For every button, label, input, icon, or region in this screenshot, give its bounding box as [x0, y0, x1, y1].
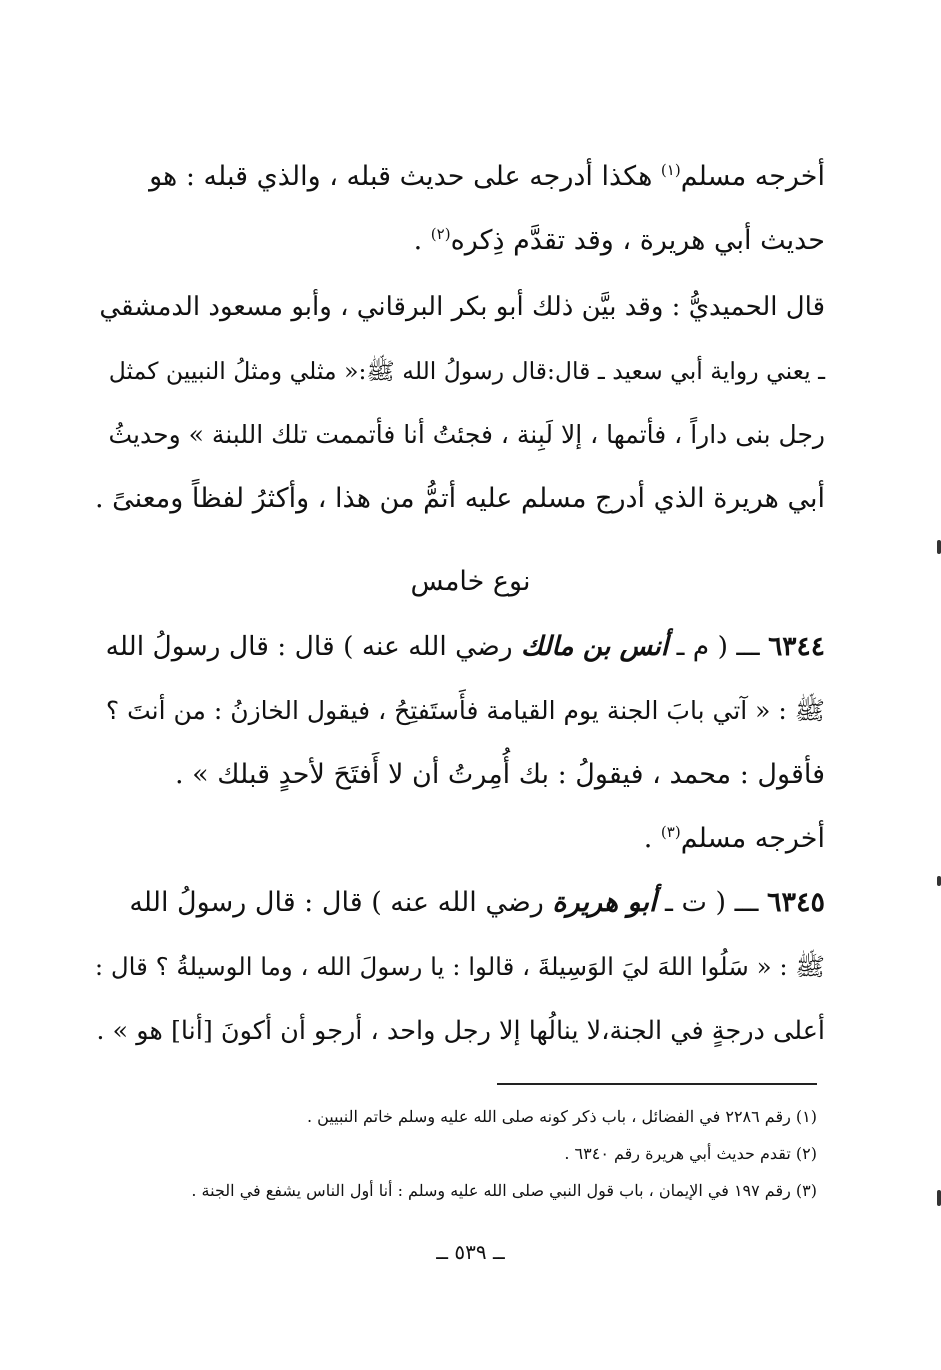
text-line: فأقول : محمد ، فيقولُ : بك أُمِرتُ أن لا أَفتَحَ لأحدٍ قبلك » .: [175, 759, 825, 790]
footnote-1: (١) رقم ٢٢٨٦ في الفضائل ، باب ذكر كونه صلى الله عليه وسلم خاتم النبيين .: [306, 1107, 817, 1126]
text-line: رجل بنى داراً ، فأتمها ، إلا لَبِنة ، فجئتُ أنا فأتممت تلك اللبنة » وحديثُ: [108, 420, 825, 449]
page-number: ــ ٥٣٩ ــ: [436, 1240, 505, 1264]
footnote-3: (٣) رقم ١٩٧ في الإيمان ، باب قول النبي صلى الله عليه وسلم : أنا أول الناس يشفع في الجنة .: [191, 1181, 817, 1200]
text-line: [95, 871, 825, 935]
paragraph-continuation: [95, 145, 825, 273]
text-line: [95, 615, 825, 679]
text-line: أبي هريرة الذي أدرج مسلم عليه أتمُّ من هذا ، وأكثرُ لفظاً ومعنىً .: [94, 483, 825, 514]
hadith-6344: [95, 615, 825, 871]
text-span: هكذا أدرجه على حديث قبله ، والذي قبله : هو: [149, 161, 661, 192]
footnote-ref[interactable]: (٣): [660, 823, 681, 841]
text-line: ﷺ : « آتي بابَ الجنة يوم القيامة فأَستَفتِحُ ، فيقول الخازنُ : من أنتَ ؟: [105, 696, 825, 725]
scan-edge-mark: [937, 876, 941, 886]
text-span: أخرجه مسلم: [680, 161, 825, 192]
hadith-6345: [95, 871, 825, 1063]
section-heading: نوع خامس: [410, 566, 531, 597]
scan-edge-mark: [937, 540, 941, 554]
hadith-number: ٦٣٤٤: [768, 631, 825, 662]
text-span: .: [413, 225, 431, 256]
narrator-name: أنس بن مالك: [520, 631, 669, 662]
text-span: رضي الله عنه ) قال : قال رسولُ الله: [105, 631, 521, 662]
text-span: أخرجه مسلم: [680, 823, 825, 854]
text-line: ـ يعني رواية أبي سعيد ـ قال:قال رسولُ الله ﷺ:« مثلي ومثلُ النبيين كمثل: [108, 357, 825, 385]
text-line: أعلى درجةٍ في الجنة،لا ينالُها إلا رجل واحد ، أرجو أن أكونَ [أنا] هو » .: [96, 1016, 825, 1046]
text-line: [95, 145, 825, 209]
text-span: ـــ ( م ـ: [668, 631, 769, 662]
footnotes: [95, 1098, 817, 1209]
text-span: حديث أبي هريرة ، وقد تقدَّم ذِكره: [450, 225, 825, 256]
text-span: .: [643, 823, 661, 854]
scan-edge-mark: [937, 1190, 941, 1206]
text-line: [95, 807, 825, 871]
footnote-divider: [497, 1083, 817, 1085]
text-span: رضي الله عنه ) قال : قال رسولُ الله: [129, 887, 553, 918]
text-line: قال الحميديُّ : وقد بيَّن ذلك أبو بكر البرقاني ، وأبو مسعود الدمشقي: [99, 292, 825, 322]
hadith-number: ٦٣٤٥: [766, 887, 825, 918]
narrator-name: أبو هريرة: [552, 887, 657, 918]
text-line: [95, 209, 825, 273]
footnote-ref[interactable]: (٢): [430, 225, 451, 243]
text-line: ﷺ : « سَلُوا اللهَ ليَ الوَسِيلةَ ، قالوا : يا رسولَ الله ، وما الوسيلةُ ؟ قال :: [94, 952, 825, 981]
paragraph-humaydi: [95, 275, 825, 531]
footnote-2: (٢) تقدم حديث أبي هريرة رقم ٦٣٤٠ .: [564, 1144, 817, 1163]
text-span: ـــ ( ت ـ: [656, 887, 767, 918]
footnote-ref[interactable]: (١): [660, 161, 681, 179]
